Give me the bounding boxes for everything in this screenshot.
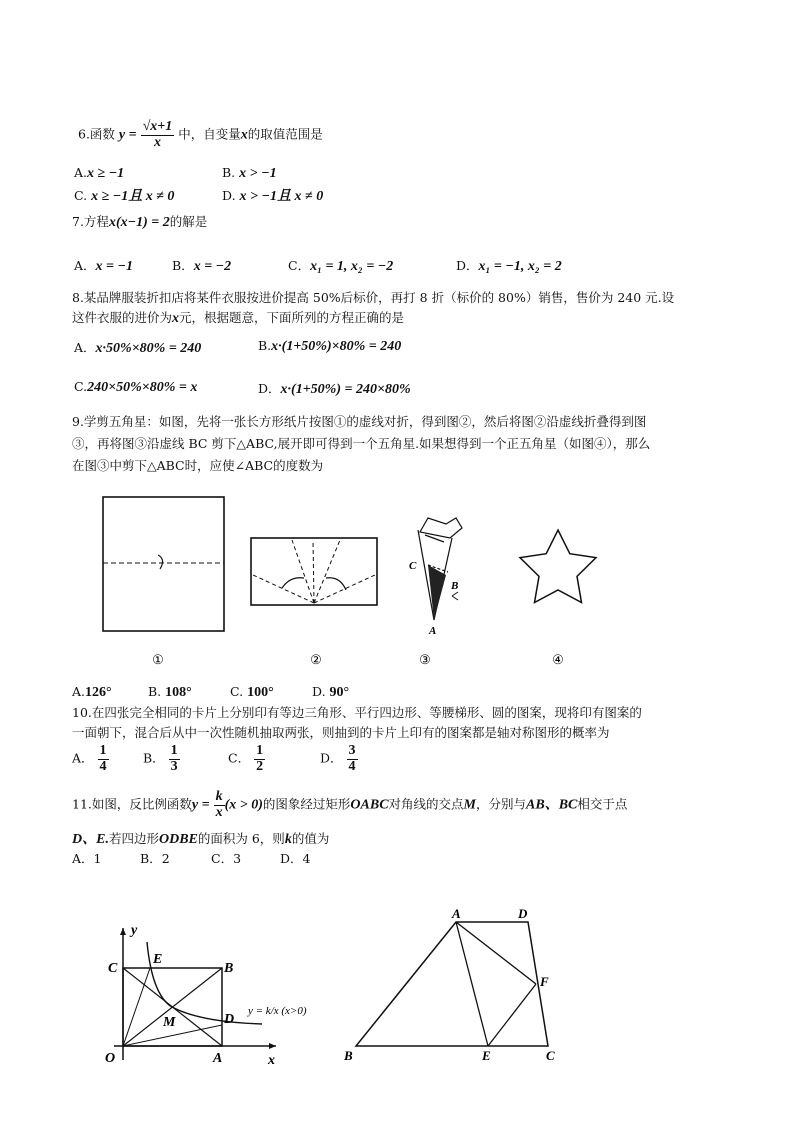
q8-option-b: B.x·(1+50%)×80% = 240: [258, 338, 402, 354]
q11-coordinate-graph: [105, 923, 307, 1068]
q8-option-a: A．x·50%×80% = 240: [74, 340, 202, 356]
q7-option-b: B．x = −2: [172, 258, 232, 274]
label-D: D: [224, 1012, 235, 1027]
q9-fig1-fold-arrow-icon: [158, 555, 163, 569]
q10-option-b: B． $\frac{1}{3}$: [143, 743, 178, 774]
q6-stem: 6.函数 y = $\frac{√x+1}{x}$ 中，自变量x的取值范围是: [78, 119, 323, 150]
q11-option-c: C．3: [211, 851, 242, 866]
q11-figures: [0, 900, 794, 1080]
q7-stem: 7.方程x(x−1) = 2的解是: [72, 214, 208, 230]
trap-label-B: B: [344, 1048, 353, 1063]
q8-line1: 8.某品牌服装折扣店将某件衣服按进价提高 50%后标价，再打 8 折（标价的 80%）销售，售价为 240 元.设: [72, 290, 675, 305]
q6-option-c: C. x ≥ −1且 x ≠ 0: [74, 188, 175, 204]
y-axis-arrow-icon: [120, 928, 126, 935]
q6-option-a: A.x ≥ −1: [74, 165, 125, 181]
q11-option-d: D．4: [280, 851, 311, 866]
q9-fig-label-1: ①: [152, 652, 164, 667]
q9-fig4-star: [520, 530, 596, 603]
hyperbola-curve: [147, 942, 262, 1024]
q10-option-c: C． $\frac{1}{2}$: [228, 743, 264, 774]
q6-fraction: $\frac{√x+1}{x}$: [142, 119, 173, 150]
q9-line2: ③，再将图③沿虚线 BC 剪下△ABC,展开即可得到一个五角星.如果想得到一个正五角星（如图④），那么: [72, 436, 651, 451]
q10-line1: 10.在四张完全相同的卡片上分别印有等边三角形、平行四边形、等腰梯形、圆的图案，现将印有图案的: [72, 705, 642, 720]
q9-figures: [0, 480, 794, 680]
scissors-icon: [452, 592, 458, 600]
trapezoid-ABCD: [356, 922, 548, 1046]
segment-AE: [456, 922, 488, 1046]
trap-label-A: A: [452, 906, 461, 921]
q9-option-a: A.126°: [72, 684, 112, 700]
q6-option-d: D. x > −1且 x ≠ 0: [222, 188, 324, 204]
q10-option-a: A． $\frac{1}{4}$: [72, 743, 107, 774]
q7-option-c: C．x₁ = 1, x₂ = −2: [288, 258, 394, 274]
trap-label-F: F: [540, 974, 549, 989]
q9-point-C: C: [409, 560, 417, 572]
trap-label-D: D: [518, 906, 528, 921]
q9-line3: 在图③中剪下△ABC时，应使∠ABC的度数为: [72, 458, 324, 473]
q9-option-b: B. 108°: [148, 684, 192, 700]
segment-DF-helper: [456, 922, 536, 984]
q8-line2: 这件衣服的进价为x元，根据题意，下面所列的方程正确的是: [72, 310, 405, 326]
x-axis-arrow-icon: [269, 1043, 276, 1049]
q10-option-d: D． $\frac{3}{4}$: [320, 743, 356, 774]
q11-line1: 11.如图，反比例函数y = $\frac{k}{x}$ (x > 0)的图象经过矩形OABC对角线的交点M，分别与AB、BC相交于点: [72, 789, 628, 820]
q9-fig1-rectangle: [103, 497, 224, 631]
q9-fig-label-3: ③: [419, 652, 431, 667]
q9-fig3-cut-triangle: [428, 565, 446, 620]
label-B: B: [224, 961, 234, 976]
q9-fig2-fold-lines: [253, 540, 375, 603]
label-E: E: [153, 952, 163, 967]
q11-trapezoid-figure: [343, 906, 555, 1063]
q9-fig-label-4: ④: [552, 652, 564, 667]
q11-option-b: B．2: [140, 851, 170, 866]
q9-line1: 9.学剪五角星：如图，先将一张长方形纸片按图①的虚线对折，得到图②，然后将图②沿虚线折叠得到图: [72, 414, 647, 429]
trap-label-C: C: [546, 1048, 555, 1063]
q9-option-c: C. 100°: [230, 684, 274, 700]
segment-EF: [488, 984, 536, 1046]
label-x: x: [268, 1053, 275, 1068]
q8-option-d: D．x·(1+50%) = 240×80%: [258, 381, 411, 397]
q10-line2: 一面朝下，混合后从中一次性随机抽取两张，则抽到的卡片上印有的图案都是轴对称图形的概率为: [72, 725, 610, 740]
q9-fig-label-2: ②: [310, 652, 322, 667]
q9-point-A: A: [429, 625, 437, 637]
function-label: y = k/x (x>0): [248, 1005, 307, 1017]
label-A: A: [213, 1051, 223, 1066]
q8-option-c: C.240×50%×80% = x: [74, 379, 198, 395]
label-y: y: [131, 923, 138, 938]
q9-option-d: D. 90°: [312, 684, 350, 700]
q11-option-a: A．1: [72, 851, 102, 866]
segment-OE: [123, 968, 150, 1046]
label-C: C: [108, 961, 118, 976]
q6-option-b: B. x > −1: [222, 165, 277, 181]
q11-line2: D、E.若四边形ODBE的面积为 6，则k的值为: [72, 831, 330, 847]
q7-option-a: A．x = −1: [74, 258, 133, 274]
q9-fig3-folded-paper: [418, 518, 462, 620]
q9-point-B: B: [451, 580, 459, 592]
label-O: O: [105, 1051, 116, 1066]
label-M: M: [163, 1015, 176, 1030]
trap-label-E: E: [482, 1048, 491, 1063]
q7-option-d: D．x₁ = −1, x₂ = 2: [456, 258, 562, 274]
